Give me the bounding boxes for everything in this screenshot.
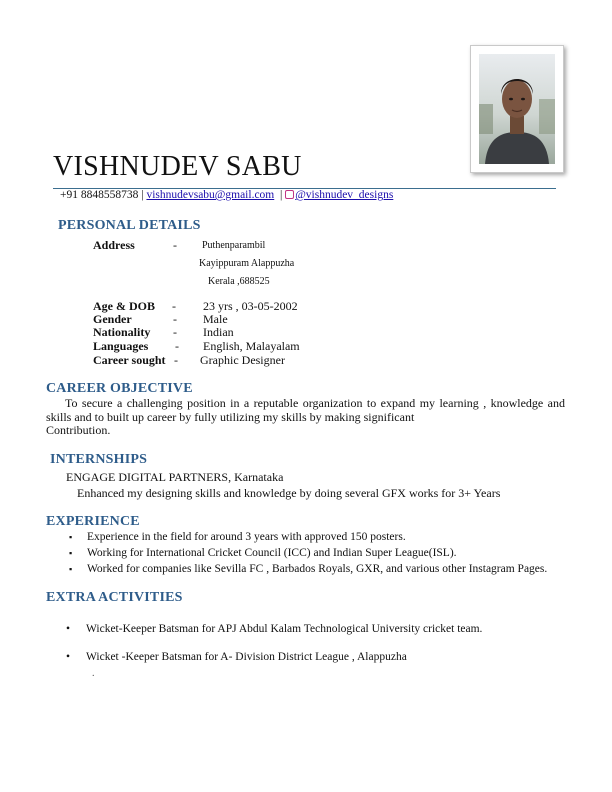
section-heading-experience: EXPERIENCE bbox=[46, 514, 140, 529]
bullet-icon: ▪ bbox=[69, 564, 73, 574]
list-item bbox=[69, 547, 72, 559]
person-photo-icon bbox=[479, 54, 555, 164]
contact-separator: | bbox=[280, 189, 283, 201]
career-sought-value: Graphic Designer bbox=[200, 353, 285, 367]
contact-separator: | bbox=[141, 189, 144, 201]
age-label: Age & DOB bbox=[93, 299, 155, 313]
bullet-icon: ▪ bbox=[69, 532, 73, 542]
contact-line bbox=[60, 189, 393, 201]
bullet-icon: • bbox=[66, 623, 71, 635]
address-label: Address bbox=[93, 238, 135, 252]
dash: - bbox=[174, 353, 178, 367]
bullet-icon: • bbox=[66, 651, 71, 663]
career-sought-label: Career sought bbox=[93, 353, 166, 367]
gender-value: Male bbox=[203, 312, 228, 326]
email-link[interactable]: vishnudevsabu@gmail.com bbox=[146, 189, 275, 201]
trailing-dot: . bbox=[92, 668, 95, 679]
career-objective-line: To secure a challenging position in a reputable organization to expand my learning , knowledge and bbox=[65, 396, 565, 410]
nationality-value: Indian bbox=[203, 325, 234, 339]
experience-item: Experience in the field for around 3 years with approved 150 posters. bbox=[87, 531, 406, 543]
dash: - bbox=[172, 299, 176, 313]
experience-item: Worked for companies like Sevilla FC , Barbados Royals, GXR, and various other Instagram Pages. bbox=[87, 563, 548, 575]
list-item bbox=[69, 531, 72, 543]
career-objective-line: Contribution. bbox=[46, 423, 111, 437]
list-item bbox=[66, 651, 70, 663]
languages-label: Languages bbox=[93, 339, 149, 353]
experience-item: Working for International Cricket Council (ICC) and Indian Super League(ISL). bbox=[87, 547, 457, 559]
list-item bbox=[66, 623, 70, 635]
phone-number: +91 8848558738 bbox=[60, 189, 139, 201]
address-line: Kerala ,688525 bbox=[208, 276, 270, 287]
internship-company: ENGAGE DIGITAL PARTNERS, Karnataka bbox=[66, 470, 284, 484]
extra-activity-item: Wicket -Keeper Batsman for A- Division District League , Alappuzha bbox=[86, 651, 407, 663]
list-item bbox=[69, 563, 72, 575]
extra-activity-item: Wicket-Keeper Batsman for APJ Abdul Kalam Technological University cricket team. bbox=[86, 623, 483, 635]
dash: - bbox=[173, 238, 177, 252]
gender-label: Gender bbox=[93, 312, 132, 326]
nationality-label: Nationality bbox=[93, 325, 151, 339]
candidate-name: VISHNUDEV SABU bbox=[53, 151, 302, 182]
section-heading-career: CAREER OBJECTIVE bbox=[46, 381, 193, 396]
bullet-icon: ▪ bbox=[69, 548, 73, 558]
dash: - bbox=[175, 339, 179, 353]
instagram-icon bbox=[285, 190, 294, 199]
age-value: 23 yrs , 03-05-2002 bbox=[203, 299, 298, 313]
section-heading-internships: INTERNSHIPS bbox=[50, 452, 148, 467]
profile-photo bbox=[470, 45, 564, 173]
languages-value: English, Malayalam bbox=[203, 339, 300, 353]
dash: - bbox=[173, 325, 177, 339]
address-line: Kayippuram Alappuzha bbox=[199, 258, 295, 269]
section-heading-personal: PERSONAL DETAILS bbox=[58, 218, 201, 233]
internship-detail: Enhanced my designing skills and knowledge by doing several GFX works for 3+ Years bbox=[77, 486, 501, 500]
address-line: Puthenparambil bbox=[202, 240, 266, 251]
career-objective-line: skills and to built up career by fully utilizing my skills by making significant bbox=[46, 410, 415, 424]
section-heading-extra: EXTRA ACTIVITIES bbox=[46, 590, 183, 605]
dash: - bbox=[173, 312, 177, 326]
instagram-link[interactable]: @vishnudev_designs bbox=[295, 189, 394, 201]
